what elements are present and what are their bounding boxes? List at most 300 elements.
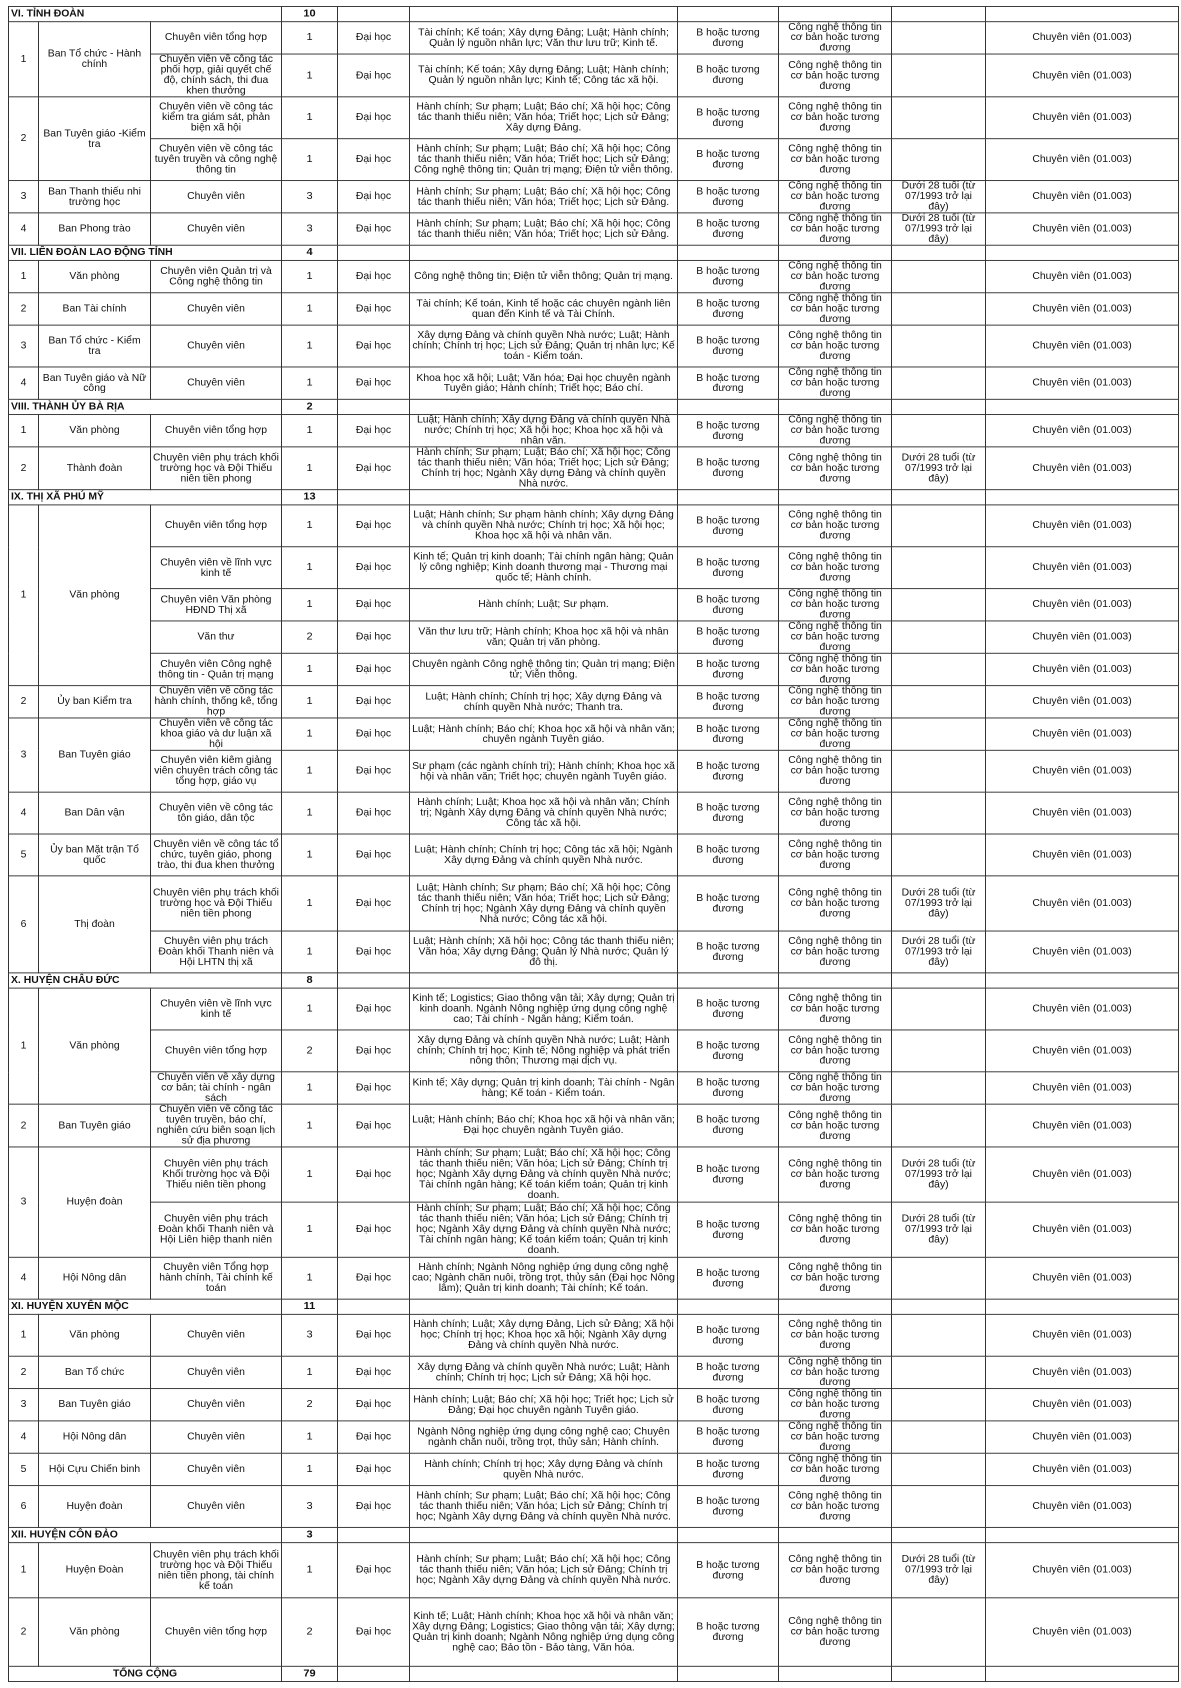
quantity-cell: 1 bbox=[282, 1257, 338, 1299]
unit-name: Ban Phong trào bbox=[39, 213, 151, 245]
it-skill-cell: Công nghệ thông tin cơ bản hoặc tương đương bbox=[779, 415, 892, 447]
english-cell: B hoặc tương đương bbox=[678, 260, 779, 292]
unit-name: Ban Tuyên giáo bbox=[39, 1389, 151, 1421]
empty-cell bbox=[410, 6, 678, 21]
unit-number: 2 bbox=[9, 97, 39, 181]
table-row bbox=[9, 1356, 1179, 1388]
major-cell: Hành chính; Sư phạm; Luật; Báo chí; Xã hội học; Công tác thanh thiếu niên; Văn hóa; Lịch sử Đảng; Chính trị học; Ngành Xây dựng Đảng và chính quyền Nhà nước. bbox=[410, 1486, 678, 1528]
quantity-cell: 2 bbox=[282, 1030, 338, 1072]
unit-number: 4 bbox=[9, 213, 39, 245]
section-header-row bbox=[9, 399, 1179, 414]
empty-cell bbox=[678, 6, 779, 21]
section-header-row bbox=[9, 1299, 1179, 1314]
table-row bbox=[9, 1147, 1179, 1202]
position-cell: Chuyên viên Văn phòng HĐND Thị xã bbox=[151, 589, 282, 621]
quantity-cell: 1 bbox=[282, 447, 338, 490]
major-cell: Hành chính; Ngành Nông nghiệp ứng dụng công nghệ cao; Ngành chăn nuôi, trồng trọt, thủy sản (Đại học Nông lâm); Quản trị kinh doanh; Tài chính; Kế toán. bbox=[410, 1257, 678, 1299]
empty-cell bbox=[410, 1299, 678, 1314]
unit-number: 1 bbox=[9, 260, 39, 292]
degree-cell: Đại học bbox=[338, 686, 410, 718]
empty-cell bbox=[779, 1299, 892, 1314]
empty-cell bbox=[892, 1527, 986, 1542]
age-cell bbox=[892, 750, 986, 792]
quantity-cell: 3 bbox=[282, 213, 338, 245]
unit-number: 2 bbox=[9, 1598, 39, 1666]
degree-cell: Đại học bbox=[338, 1147, 410, 1202]
age-cell bbox=[892, 718, 986, 750]
unit-name: Văn phòng bbox=[39, 1598, 151, 1666]
table-row bbox=[9, 653, 1179, 685]
section-total: 3 bbox=[282, 1527, 338, 1542]
age-cell bbox=[892, 1598, 986, 1666]
quantity-cell: 3 bbox=[282, 1486, 338, 1528]
degree-cell: Đại học bbox=[338, 653, 410, 685]
unit-name: Ban Tuyên giáo -Kiểm tra bbox=[39, 97, 151, 181]
major-cell: Luật; Hành chính; Chính trị học; Công tác xã hội; Ngành Xây dựng Đảng và chính quyền Nhà nước. bbox=[410, 834, 678, 876]
degree-cell: Đại học bbox=[338, 293, 410, 325]
it-skill-cell: Công nghệ thông tin cơ bản hoặc tương đương bbox=[779, 1389, 892, 1421]
unit-name: Ủy ban Kiểm tra bbox=[39, 686, 151, 718]
age-cell bbox=[892, 1257, 986, 1299]
rank-cell: Chuyên viên (01.003) bbox=[986, 139, 1179, 181]
empty-cell bbox=[779, 245, 892, 260]
major-cell: Hành chính; Luật; Sư phạm. bbox=[410, 589, 678, 621]
section-header-row bbox=[9, 490, 1179, 505]
age-cell bbox=[892, 1314, 986, 1356]
empty-cell bbox=[779, 973, 892, 988]
age-cell bbox=[892, 547, 986, 589]
rank-cell: Chuyên viên (01.003) bbox=[986, 325, 1179, 367]
degree-cell: Đại học bbox=[338, 1104, 410, 1147]
degree-cell: Đại học bbox=[338, 718, 410, 750]
rank-cell: Chuyên viên (01.003) bbox=[986, 505, 1179, 547]
age-cell bbox=[892, 792, 986, 834]
major-cell: Chuyên ngành Công nghệ thông tin; Quản trị mạng; Điện tử; Viễn thông. bbox=[410, 653, 678, 685]
unit-name: Ban Dân vận bbox=[39, 792, 151, 834]
degree-cell: Đại học bbox=[338, 1314, 410, 1356]
english-cell: B hoặc tương đương bbox=[678, 834, 779, 876]
section-title: X. HUYỆN CHÂU ĐỨC bbox=[9, 973, 282, 988]
empty-cell bbox=[892, 399, 986, 414]
empty-cell bbox=[892, 1299, 986, 1314]
empty-cell bbox=[892, 973, 986, 988]
unit-name: Huyện đoàn bbox=[39, 1147, 151, 1257]
quantity-cell: 1 bbox=[282, 1356, 338, 1388]
degree-cell: Đại học bbox=[338, 1202, 410, 1257]
degree-cell: Đại học bbox=[338, 1072, 410, 1104]
position-cell: Chuyên viên về lĩnh vực kinh tế bbox=[151, 547, 282, 589]
rank-cell: Chuyên viên (01.003) bbox=[986, 1356, 1179, 1388]
age-cell: Dưới 28 tuổi (từ 07/1993 trở lại đây) bbox=[892, 876, 986, 931]
it-skill-cell: Công nghệ thông tin cơ bản hoặc tương đương bbox=[779, 54, 892, 97]
english-cell: B hoặc tương đương bbox=[678, 54, 779, 97]
empty-cell bbox=[892, 1666, 986, 1681]
age-cell bbox=[892, 988, 986, 1030]
section-total: 4 bbox=[282, 245, 338, 260]
position-cell: Chuyên viên phụ trách khối trường học và Đội Thiếu niên tiền phong bbox=[151, 447, 282, 490]
position-cell: Chuyên viên tổng hợp bbox=[151, 1598, 282, 1666]
it-skill-cell: Công nghệ thông tin cơ bản hoặc tương đương bbox=[779, 1421, 892, 1453]
position-cell: Chuyên viên về xây dựng cơ bản; tài chính - ngân sách bbox=[151, 1072, 282, 1104]
major-cell: Xây dựng Đảng và chính quyền Nhà nước; Luật; Hành chính; Chính trị học; Lịch sử Đảng; Xã hội học. bbox=[410, 1356, 678, 1388]
english-cell: B hoặc tương đương bbox=[678, 181, 779, 213]
empty-cell bbox=[986, 1666, 1179, 1681]
unit-name: Ban Tuyên giáo bbox=[39, 718, 151, 792]
position-cell: Chuyên viên bbox=[151, 1314, 282, 1356]
it-skill-cell: Công nghệ thông tin cơ bản hoặc tương đương bbox=[779, 325, 892, 367]
it-skill-cell: Công nghệ thông tin cơ bản hoặc tương đương bbox=[779, 1147, 892, 1202]
english-cell: B hoặc tương đương bbox=[678, 1389, 779, 1421]
table-row bbox=[9, 213, 1179, 245]
major-cell: Kinh tế; Xây dựng; Quản trị kinh doanh; Tài chính - Ngân hàng; Kế toán - Kiểm toán. bbox=[410, 1072, 678, 1104]
quantity-cell: 2 bbox=[282, 1598, 338, 1666]
degree-cell: Đại học bbox=[338, 589, 410, 621]
it-skill-cell: Công nghệ thông tin cơ bản hoặc tương đương bbox=[779, 1356, 892, 1388]
it-skill-cell: Công nghệ thông tin cơ bản hoặc tương đương bbox=[779, 653, 892, 685]
position-cell: Chuyên viên phụ trách Đoàn khối Thanh niên và Hội LHTN thị xã bbox=[151, 931, 282, 973]
section-title: XII. HUYỆN CÔN ĐẢO bbox=[9, 1527, 282, 1542]
english-cell: B hoặc tương đương bbox=[678, 22, 779, 54]
major-cell: Luật; Hành chính; Sư phạm; Báo chí; Xã hội học; Công tác thanh thiếu niên; Văn hóa; Triết học; Lịch sử Đảng; Chính trị học; Ngành Xây dựng Đảng và chính quyền Nhà nước; Công tác xã hội. bbox=[410, 876, 678, 931]
it-skill-cell: Công nghệ thông tin cơ bản hoặc tương đương bbox=[779, 293, 892, 325]
major-cell: Hành chính; Sư phạm; Luật; Báo chí; Xã hội học; Công tác thanh thiếu niên; Văn hóa; Triết học; Lịch sử Đảng. bbox=[410, 181, 678, 213]
english-cell: B hoặc tương đương bbox=[678, 367, 779, 399]
english-cell: B hoặc tương đương bbox=[678, 988, 779, 1030]
position-cell: Chuyên viên về công tác tuyên truyền và công nghệ thông tin bbox=[151, 139, 282, 181]
table-row bbox=[9, 876, 1179, 931]
recruitment-table bbox=[8, 6, 1179, 1682]
rank-cell: Chuyên viên (01.003) bbox=[986, 1314, 1179, 1356]
quantity-cell: 1 bbox=[282, 325, 338, 367]
section-total: 10 bbox=[282, 6, 338, 21]
unit-number: 4 bbox=[9, 367, 39, 399]
empty-cell bbox=[986, 1299, 1179, 1314]
unit-name: Huyện Đoàn bbox=[39, 1543, 151, 1598]
major-cell: Sư phạm (các ngành chính trị); Hành chính; Khoa học xã hội và nhân văn; Triết học; chuyên ngành Tuyên giáo. bbox=[410, 750, 678, 792]
quantity-cell: 1 bbox=[282, 750, 338, 792]
unit-number: 6 bbox=[9, 1486, 39, 1528]
position-cell: Chuyên viên về lĩnh vực kinh tế bbox=[151, 988, 282, 1030]
degree-cell: Đại học bbox=[338, 139, 410, 181]
it-skill-cell: Công nghệ thông tin cơ bản hoặc tương đương bbox=[779, 1486, 892, 1528]
english-cell: B hoặc tương đương bbox=[678, 1030, 779, 1072]
table-row bbox=[9, 367, 1179, 399]
age-cell bbox=[892, 97, 986, 139]
unit-number: 1 bbox=[9, 22, 39, 97]
empty-cell bbox=[678, 1666, 779, 1681]
empty-cell bbox=[678, 399, 779, 414]
age-cell bbox=[892, 293, 986, 325]
position-cell: Chuyên viên tổng hợp bbox=[151, 1030, 282, 1072]
position-cell: Chuyên viên tổng hợp bbox=[151, 415, 282, 447]
position-cell: Chuyên viên bbox=[151, 367, 282, 399]
rank-cell: Chuyên viên (01.003) bbox=[986, 97, 1179, 139]
unit-name: Thị đoàn bbox=[39, 876, 151, 973]
it-skill-cell: Công nghệ thông tin cơ bản hoặc tương đương bbox=[779, 1598, 892, 1666]
table-row bbox=[9, 139, 1179, 181]
age-cell bbox=[892, 1389, 986, 1421]
it-skill-cell: Công nghệ thông tin cơ bản hoặc tương đương bbox=[779, 1543, 892, 1598]
position-cell: Chuyên viên về công tác hành chính, thống kê, tổng hợp bbox=[151, 686, 282, 718]
rank-cell: Chuyên viên (01.003) bbox=[986, 750, 1179, 792]
rank-cell: Chuyên viên (01.003) bbox=[986, 1257, 1179, 1299]
rank-cell: Chuyên viên (01.003) bbox=[986, 260, 1179, 292]
english-cell: B hoặc tương đương bbox=[678, 293, 779, 325]
empty-cell bbox=[892, 245, 986, 260]
position-cell: Chuyên viên Công nghệ thông tin - Quản trị mạng bbox=[151, 653, 282, 685]
it-skill-cell: Công nghệ thông tin cơ bản hoặc tương đương bbox=[779, 1030, 892, 1072]
age-cell bbox=[892, 325, 986, 367]
table-row bbox=[9, 1598, 1179, 1666]
position-cell: Chuyên viên Tổng hợp hành chính, Tài chính kế toán bbox=[151, 1257, 282, 1299]
degree-cell: Đại học bbox=[338, 325, 410, 367]
english-cell: B hoặc tương đương bbox=[678, 589, 779, 621]
unit-number: 5 bbox=[9, 834, 39, 876]
it-skill-cell: Công nghệ thông tin cơ bản hoặc tương đương bbox=[779, 22, 892, 54]
position-cell: Chuyên viên kiêm giảng viên chuyên trách công tác tổng hợp, giáo vụ bbox=[151, 750, 282, 792]
english-cell: B hoặc tương đương bbox=[678, 139, 779, 181]
unit-number: 2 bbox=[9, 1356, 39, 1388]
english-cell: B hoặc tương đương bbox=[678, 325, 779, 367]
position-cell: Chuyên viên về công tác tổ chức, tuyên giáo, phong trào, thi đua khen thưởng bbox=[151, 834, 282, 876]
degree-cell: Đại học bbox=[338, 876, 410, 931]
position-cell: Chuyên viên phụ trách Đoàn khối Thanh niên và Hội Liên hiệp thanh niên bbox=[151, 1202, 282, 1257]
empty-cell bbox=[410, 1527, 678, 1542]
position-cell: Chuyên viên về công tác tôn giáo, dân tộc bbox=[151, 792, 282, 834]
empty-cell bbox=[779, 1527, 892, 1542]
empty-cell bbox=[986, 6, 1179, 21]
english-cell: B hoặc tương đương bbox=[678, 1257, 779, 1299]
degree-cell: Đại học bbox=[338, 260, 410, 292]
rank-cell: Chuyên viên (01.003) bbox=[986, 1202, 1179, 1257]
major-cell: Hành chính; Luật; Xây dựng Đảng, Lịch sử Đảng; Xã hội học; Chính trị học; Khoa học xã hội; Ngành Xây dựng Đảng và chính quyền Nhà nước. bbox=[410, 1314, 678, 1356]
unit-number: 1 bbox=[9, 505, 39, 686]
empty-cell bbox=[410, 245, 678, 260]
english-cell: B hoặc tương đương bbox=[678, 1598, 779, 1666]
empty-cell bbox=[986, 1527, 1179, 1542]
rank-cell: Chuyên viên (01.003) bbox=[986, 653, 1179, 685]
empty-cell bbox=[338, 6, 410, 21]
empty-cell bbox=[410, 490, 678, 505]
quantity-cell: 1 bbox=[282, 589, 338, 621]
it-skill-cell: Công nghệ thông tin cơ bản hoặc tương đương bbox=[779, 260, 892, 292]
empty-cell bbox=[338, 1527, 410, 1542]
rank-cell: Chuyên viên (01.003) bbox=[986, 686, 1179, 718]
english-cell: B hoặc tương đương bbox=[678, 1147, 779, 1202]
position-cell: Văn thư bbox=[151, 621, 282, 653]
quantity-cell: 1 bbox=[282, 505, 338, 547]
empty-cell bbox=[678, 1527, 779, 1542]
unit-number: 1 bbox=[9, 1314, 39, 1356]
table-row bbox=[9, 1202, 1179, 1257]
age-cell bbox=[892, 1486, 986, 1528]
unit-number: 4 bbox=[9, 1421, 39, 1453]
position-cell: Chuyên viên bbox=[151, 293, 282, 325]
it-skill-cell: Công nghệ thông tin cơ bản hoặc tương đương bbox=[779, 686, 892, 718]
unit-name: Hội Nông dân bbox=[39, 1421, 151, 1453]
degree-cell: Đại học bbox=[338, 97, 410, 139]
rank-cell: Chuyên viên (01.003) bbox=[986, 1389, 1179, 1421]
rank-cell: Chuyên viên (01.003) bbox=[986, 1486, 1179, 1528]
rank-cell: Chuyên viên (01.003) bbox=[986, 1421, 1179, 1453]
empty-cell bbox=[986, 490, 1179, 505]
it-skill-cell: Công nghệ thông tin cơ bản hoặc tương đương bbox=[779, 139, 892, 181]
unit-name: Ban Tổ chức bbox=[39, 1356, 151, 1388]
table-row bbox=[9, 415, 1179, 447]
section-header-row bbox=[9, 973, 1179, 988]
unit-number: 3 bbox=[9, 1147, 39, 1257]
quantity-cell: 1 bbox=[282, 1072, 338, 1104]
unit-number: 1 bbox=[9, 415, 39, 447]
major-cell: Hành chính; Sư phạm; Luật; Báo chí; Xã hội học; Công tác thanh thiếu niên; Văn hóa; Lịch sử Đảng; Chính trị học; Ngành Xây dựng Đảng và chính quyền Nhà nước; Tài chính ngân hàng; Kế toán kiểm toán; Quản trị kinh doanh. bbox=[410, 1147, 678, 1202]
major-cell: Văn thư lưu trữ; Hành chính; Khoa học xã hội và nhân văn; Quản trị văn phòng. bbox=[410, 621, 678, 653]
unit-number: 3 bbox=[9, 1389, 39, 1421]
quantity-cell: 1 bbox=[282, 1202, 338, 1257]
age-cell bbox=[892, 834, 986, 876]
rank-cell: Chuyên viên (01.003) bbox=[986, 367, 1179, 399]
degree-cell: Đại học bbox=[338, 1389, 410, 1421]
rank-cell: Chuyên viên (01.003) bbox=[986, 589, 1179, 621]
age-cell bbox=[892, 505, 986, 547]
unit-name: Ban Tuyên giáo và Nữ công bbox=[39, 367, 151, 399]
table-row bbox=[9, 834, 1179, 876]
rank-cell: Chuyên viên (01.003) bbox=[986, 181, 1179, 213]
it-skill-cell: Công nghệ thông tin cơ bản hoặc tương đương bbox=[779, 621, 892, 653]
section-title: VIII. THÀNH ỦY BÀ RỊA bbox=[9, 399, 282, 414]
rank-cell: Chuyên viên (01.003) bbox=[986, 1030, 1179, 1072]
rank-cell: Chuyên viên (01.003) bbox=[986, 1072, 1179, 1104]
degree-cell: Đại học bbox=[338, 213, 410, 245]
quantity-cell: 1 bbox=[282, 1453, 338, 1485]
it-skill-cell: Công nghệ thông tin cơ bản hoặc tương đương bbox=[779, 834, 892, 876]
unit-name: Ban Tổ chức - Kiểm tra bbox=[39, 325, 151, 367]
rank-cell: Chuyên viên (01.003) bbox=[986, 621, 1179, 653]
english-cell: B hoặc tương đương bbox=[678, 750, 779, 792]
empty-cell bbox=[779, 6, 892, 21]
quantity-cell: 1 bbox=[282, 931, 338, 973]
degree-cell: Đại học bbox=[338, 181, 410, 213]
unit-name: Ban Thanh thiếu nhi trường học bbox=[39, 181, 151, 213]
degree-cell: Đại học bbox=[338, 792, 410, 834]
degree-cell: Đại học bbox=[338, 1543, 410, 1598]
age-cell bbox=[892, 1421, 986, 1453]
english-cell: B hoặc tương đương bbox=[678, 1314, 779, 1356]
table-row bbox=[9, 718, 1179, 750]
unit-name: Văn phòng bbox=[39, 1314, 151, 1356]
unit-number: 4 bbox=[9, 1257, 39, 1299]
english-cell: B hoặc tương đương bbox=[678, 213, 779, 245]
major-cell: Hành chính; Sư phạm; Luật; Báo chí; Xã hội học; Công tác thanh thiếu niên; Văn hóa; Triết học; Lịch sử Đảng; Chính trị học; Ngành Xây dựng Đảng và chính quyền Nhà nước. bbox=[410, 447, 678, 490]
table-row bbox=[9, 1104, 1179, 1147]
unit-name: Ban Tài chính bbox=[39, 293, 151, 325]
it-skill-cell: Công nghệ thông tin cơ bản hoặc tương đương bbox=[779, 1257, 892, 1299]
empty-cell bbox=[892, 6, 986, 21]
english-cell: B hoặc tương đương bbox=[678, 1104, 779, 1147]
rank-cell: Chuyên viên (01.003) bbox=[986, 718, 1179, 750]
age-cell bbox=[892, 1072, 986, 1104]
english-cell: B hoặc tương đương bbox=[678, 1072, 779, 1104]
it-skill-cell: Công nghệ thông tin cơ bản hoặc tương đương bbox=[779, 931, 892, 973]
major-cell: Tài chính; Kế toán; Xây dựng Đảng; Luật; Hành chính; Quản lý nguồn nhân lực; Kinh tế; Công tác xã hội. bbox=[410, 54, 678, 97]
major-cell: Ngành Nông nghiệp ứng dụng công nghệ cao; Chuyên ngành chăn nuôi, trồng trọt, thủy sản; Hành chính. bbox=[410, 1421, 678, 1453]
unit-number: 1 bbox=[9, 1543, 39, 1598]
quantity-cell: 2 bbox=[282, 621, 338, 653]
quantity-cell: 1 bbox=[282, 834, 338, 876]
it-skill-cell: Công nghệ thông tin cơ bản hoặc tương đương bbox=[779, 876, 892, 931]
english-cell: B hoặc tương đương bbox=[678, 718, 779, 750]
major-cell: Hành chính; Chính trị học; Xây dựng Đảng và chính quyền Nhà nước. bbox=[410, 1453, 678, 1485]
rank-cell: Chuyên viên (01.003) bbox=[986, 834, 1179, 876]
table-row bbox=[9, 1072, 1179, 1104]
english-cell: B hoặc tương đương bbox=[678, 447, 779, 490]
age-cell bbox=[892, 621, 986, 653]
section-header-row bbox=[9, 245, 1179, 260]
major-cell: Luật; Hành chính; Xã hội học; Công tác thanh thiếu niên; Văn hóa; Xây dựng Đảng; Quản lý Nhà nước; Quản lý đô thị. bbox=[410, 931, 678, 973]
rank-cell: Chuyên viên (01.003) bbox=[986, 1104, 1179, 1147]
position-cell: Chuyên viên bbox=[151, 1453, 282, 1485]
degree-cell: Đại học bbox=[338, 1453, 410, 1485]
quantity-cell: 1 bbox=[282, 1421, 338, 1453]
age-cell bbox=[892, 1030, 986, 1072]
quantity-cell: 1 bbox=[282, 139, 338, 181]
quantity-cell: 1 bbox=[282, 54, 338, 97]
it-skill-cell: Công nghệ thông tin cơ bản hoặc tương đương bbox=[779, 988, 892, 1030]
major-cell: Xây dựng Đảng và chính quyền Nhà nước; Luật; Hành chính; Chính trị học; Lịch sử Đảng; Quản trị nhân lực; Kế toán - Kiểm toán. bbox=[410, 325, 678, 367]
section-header-row bbox=[9, 6, 1179, 21]
position-cell: Chuyên viên bbox=[151, 213, 282, 245]
major-cell: Kinh tế; Logistics; Giao thông vận tải; Xây dựng; Quản trị kinh doanh. Ngành Nông nghiệp ứng dụng công nghệ cao; Tài chính - Ngân hàng; Kiểm toán. bbox=[410, 988, 678, 1030]
age-cell bbox=[892, 54, 986, 97]
degree-cell: Đại học bbox=[338, 54, 410, 97]
age-cell bbox=[892, 589, 986, 621]
unit-name: Huyện đoàn bbox=[39, 1486, 151, 1528]
degree-cell: Đại học bbox=[338, 367, 410, 399]
major-cell: Hành chính; Luật; Báo chí; Xã hội học; Triết học; Lịch sử Đảng; Đại học chuyên ngành Tuyên giáo. bbox=[410, 1389, 678, 1421]
quantity-cell: 1 bbox=[282, 415, 338, 447]
position-cell: Chuyên viên Quản trị và Công nghệ thông tin bbox=[151, 260, 282, 292]
table-row bbox=[9, 621, 1179, 653]
it-skill-cell: Công nghệ thông tin cơ bản hoặc tương đương bbox=[779, 505, 892, 547]
age-cell: Dưới 28 tuổi (từ 07/1993 trở lại đây) bbox=[892, 931, 986, 973]
it-skill-cell: Công nghệ thông tin cơ bản hoặc tương đương bbox=[779, 718, 892, 750]
unit-name: Hội Nông dân bbox=[39, 1257, 151, 1299]
table-row bbox=[9, 1030, 1179, 1072]
degree-cell: Đại học bbox=[338, 505, 410, 547]
degree-cell: Đại học bbox=[338, 621, 410, 653]
rank-cell: Chuyên viên (01.003) bbox=[986, 931, 1179, 973]
position-cell: Chuyên viên phụ trách Khối trường học và Đội Thiếu niên tiền phong bbox=[151, 1147, 282, 1202]
quantity-cell: 1 bbox=[282, 653, 338, 685]
empty-cell bbox=[779, 490, 892, 505]
quantity-cell: 1 bbox=[282, 792, 338, 834]
english-cell: B hoặc tương đương bbox=[678, 1421, 779, 1453]
unit-name: Thành đoàn bbox=[39, 447, 151, 490]
age-cell: Dưới 28 tuổi (từ 07/1993 trở lại đây) bbox=[892, 1147, 986, 1202]
quantity-cell: 1 bbox=[282, 718, 338, 750]
rank-cell: Chuyên viên (01.003) bbox=[986, 54, 1179, 97]
table-row bbox=[9, 750, 1179, 792]
empty-cell bbox=[410, 399, 678, 414]
english-cell: B hoặc tương đương bbox=[678, 547, 779, 589]
table-row bbox=[9, 1543, 1179, 1598]
quantity-cell: 1 bbox=[282, 260, 338, 292]
major-cell: Hành chính; Sư phạm; Luật; Báo chí; Xã hội học; Công tác thanh thiếu niên; Văn hóa; Lịch sử Đảng; Chính trị học; Ngành Xây dựng Đảng và chính quyền Nhà nước; Tài chính ngân hàng; Kế toán kiểm toán; Quản trị kinh doanh. bbox=[410, 1202, 678, 1257]
age-cell bbox=[892, 1453, 986, 1485]
table-row bbox=[9, 792, 1179, 834]
rank-cell: Chuyên viên (01.003) bbox=[986, 415, 1179, 447]
position-cell: Chuyên viên về công tác khoa giáo và dư luận xã hội bbox=[151, 718, 282, 750]
position-cell: Chuyên viên bbox=[151, 325, 282, 367]
